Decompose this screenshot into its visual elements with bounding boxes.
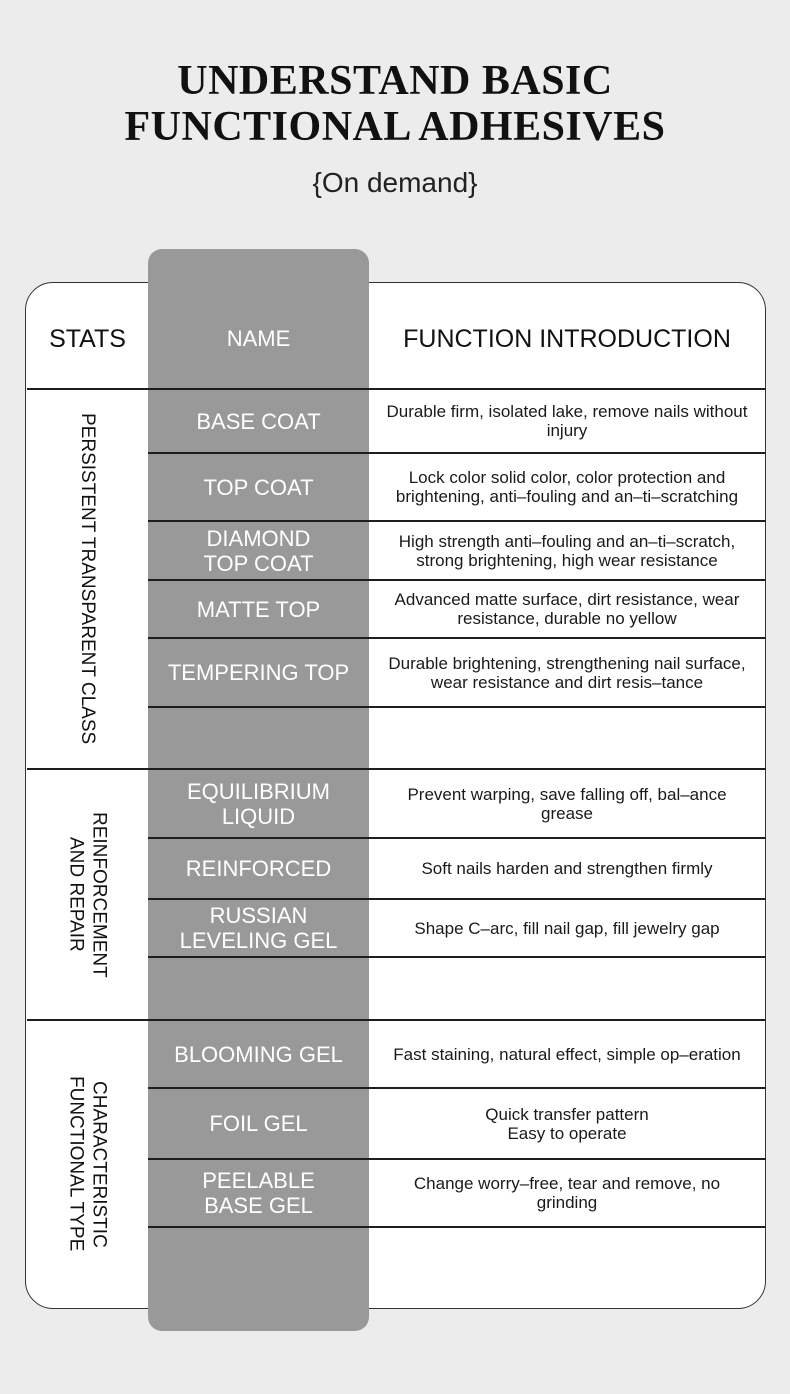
product-name-cell: DIAMOND TOP COAT <box>203 525 314 576</box>
function-cell: Shape C–arc, fill nail gap, fill jewelry gap <box>414 918 720 938</box>
product-name-cell: MATTE TOP <box>196 596 321 622</box>
page-title <box>0 58 790 150</box>
function-cell: High strength anti–fouling and an–ti–scratch, strong brightening, high wear resistance <box>398 531 736 570</box>
title-line-1: UNDERSTAND BASIC <box>177 58 613 104</box>
page-subtitle: {On demand} <box>312 167 478 198</box>
function-cell <box>369 957 765 1020</box>
product-name-cell: BASE COAT <box>196 408 321 434</box>
function-cell: Durable firm, isolated lake, remove nails without injury <box>386 402 748 440</box>
product-name-cell: BLOOMING GEL <box>174 1041 343 1067</box>
category-label-cell <box>27 389 148 769</box>
function-cell: Quick transfer pattern Easy to operate <box>485 1104 649 1143</box>
column-header-stats: STATS <box>49 324 126 353</box>
function-cell: Fast staining, natural effect, simple op–eration <box>393 1044 741 1064</box>
product-name-cell: EQUILIBRIUM LIQUID <box>186 778 331 829</box>
category-label-cell <box>27 769 148 1020</box>
product-name-cell <box>148 707 369 769</box>
title-line-2: FUNCTIONAL ADHESIVES <box>124 104 666 150</box>
function-cell: Durable brightening, strengthening nail surface, wear resistance and dirt resis–tance <box>388 653 746 692</box>
function-cell: Lock color solid color, color protection and brightening, anti–fouling and an–ti–scratching <box>395 468 739 506</box>
column-header-function: FUNCTION INTRODUCTION <box>403 324 731 353</box>
product-name-cell <box>148 1227 369 1308</box>
function-cell <box>369 707 765 769</box>
product-name-cell: TEMPERING TOP <box>167 660 350 685</box>
function-cell: Advanced matte surface, dirt resistance, wear resistance, durable no yellow <box>394 590 740 628</box>
category-label: REINFORCEMENT AND REPAIR <box>65 811 110 978</box>
product-name-cell: RUSSIAN LEVELING GEL <box>179 903 338 953</box>
category-label: CHARACTERISTIC FUNCTIONAL TYPE <box>65 1076 110 1252</box>
category-label: PERSISTENT TRANSPARENT CLASS <box>77 413 98 745</box>
product-name-cell: PEELABLE BASE GEL <box>202 1168 315 1218</box>
function-cell: Soft nails harden and strengthen firmly <box>421 859 713 878</box>
product-name-cell: TOP COAT <box>203 474 314 500</box>
product-name-cell: FOIL GEL <box>209 1111 308 1136</box>
function-cell: Change worry–free, tear and remove, no grinding <box>413 1174 721 1212</box>
product-name-cell <box>148 957 369 1020</box>
category-label-cell <box>27 1020 148 1308</box>
column-header-name: NAME <box>226 326 291 351</box>
product-name-cell: REINFORCED <box>185 856 332 881</box>
function-cell: Prevent warping, save falling off, bal–ance grease <box>407 784 727 823</box>
function-cell <box>369 1227 765 1308</box>
